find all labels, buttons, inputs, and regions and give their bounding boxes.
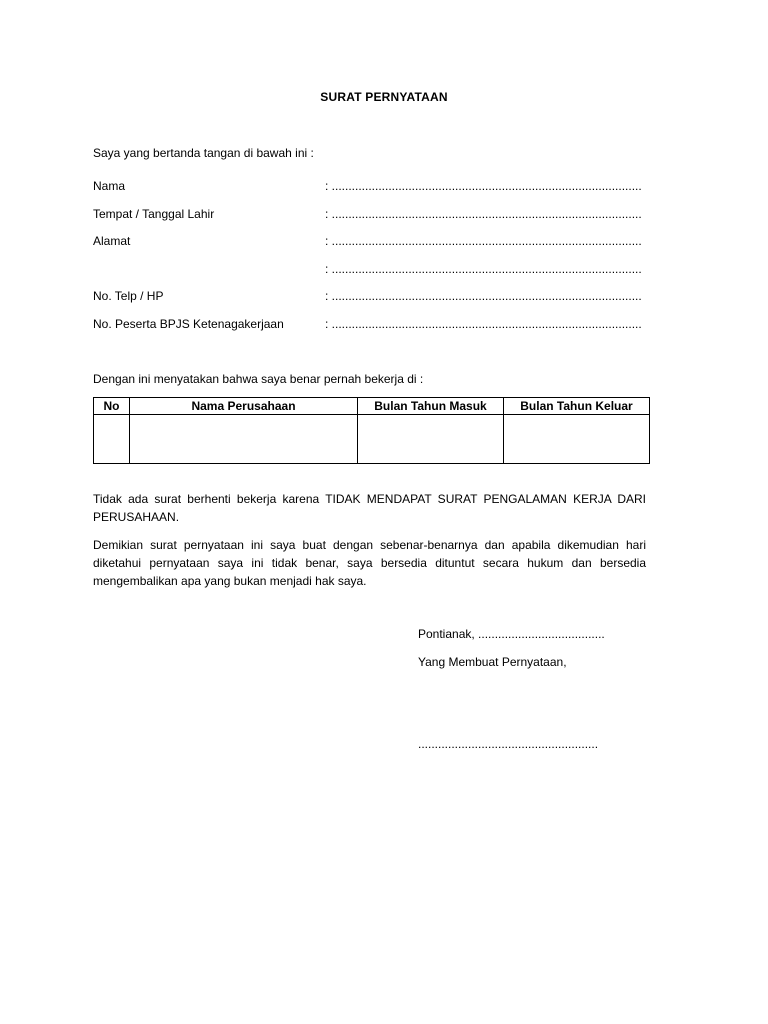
field-label: Nama xyxy=(93,179,126,193)
intro-text: Saya yang bertanda tangan di bawah ini : xyxy=(93,146,314,160)
table-cell xyxy=(94,415,130,464)
table-row xyxy=(94,415,650,464)
field-blank: : ............................................................................................. xyxy=(325,289,642,303)
statement-text: Dengan ini menyatakan bahwa saya benar pernah bekerja di : xyxy=(93,372,424,386)
field-label: No. Telp / HP xyxy=(93,289,164,303)
field-bpjs xyxy=(93,317,653,333)
header-no: No xyxy=(94,398,130,415)
employment-table xyxy=(93,397,650,464)
table-cell xyxy=(358,415,504,464)
paragraph-no-resignation: Tidak ada surat berhenti bekerja karena TIDAK MENDAPAT SURAT PENGALAMAN KERJA DARI PERUSAHAAN. xyxy=(93,492,646,524)
field-alamat-line-2 xyxy=(93,262,653,278)
signature-place-date: Pontianak, ...................................... xyxy=(418,627,605,641)
field-alamat xyxy=(93,234,653,250)
table-header-row xyxy=(94,398,650,415)
field-label: Tempat / Tanggal Lahir xyxy=(93,207,215,221)
table-cell xyxy=(130,415,358,464)
header-bulan-tahun-masuk: Bulan Tahun Masuk xyxy=(358,398,504,415)
field-blank: : ............................................................................................. xyxy=(325,207,642,221)
signature-name-line: ...................................................... xyxy=(418,737,599,751)
header-nama-perusahaan: Nama Perusahaan xyxy=(130,398,358,415)
table-cell xyxy=(504,415,650,464)
field-blank: : ............................................................................................. xyxy=(325,179,642,193)
field-label: Alamat xyxy=(93,234,131,248)
field-tempat-tanggal-lahir xyxy=(93,207,653,223)
document-title: SURAT PERNYATAAN xyxy=(320,90,448,104)
field-blank: : ............................................................................................. xyxy=(325,317,642,331)
paragraph-closing: Demikian surat pernyataan ini saya buat dengan sebenar-benarnya dan apabila dikemudian hari diketahui pernyataan saya ini tidak benar, saya bersedia dituntut secara hukum dan bersedia mengembalikan apa yang bukan menjadi hak saya. xyxy=(93,538,646,588)
header-bulan-tahun-keluar: Bulan Tahun Keluar xyxy=(504,398,650,415)
field-label: No. Peserta BPJS Ketenagakerjaan xyxy=(93,317,284,331)
signature-maker: Yang Membuat Pernyataan, xyxy=(418,655,567,669)
field-telp xyxy=(93,289,653,305)
field-blank: : ............................................................................................. xyxy=(325,234,642,248)
field-blank: : ............................................................................................. xyxy=(325,262,642,276)
field-nama xyxy=(93,179,653,195)
